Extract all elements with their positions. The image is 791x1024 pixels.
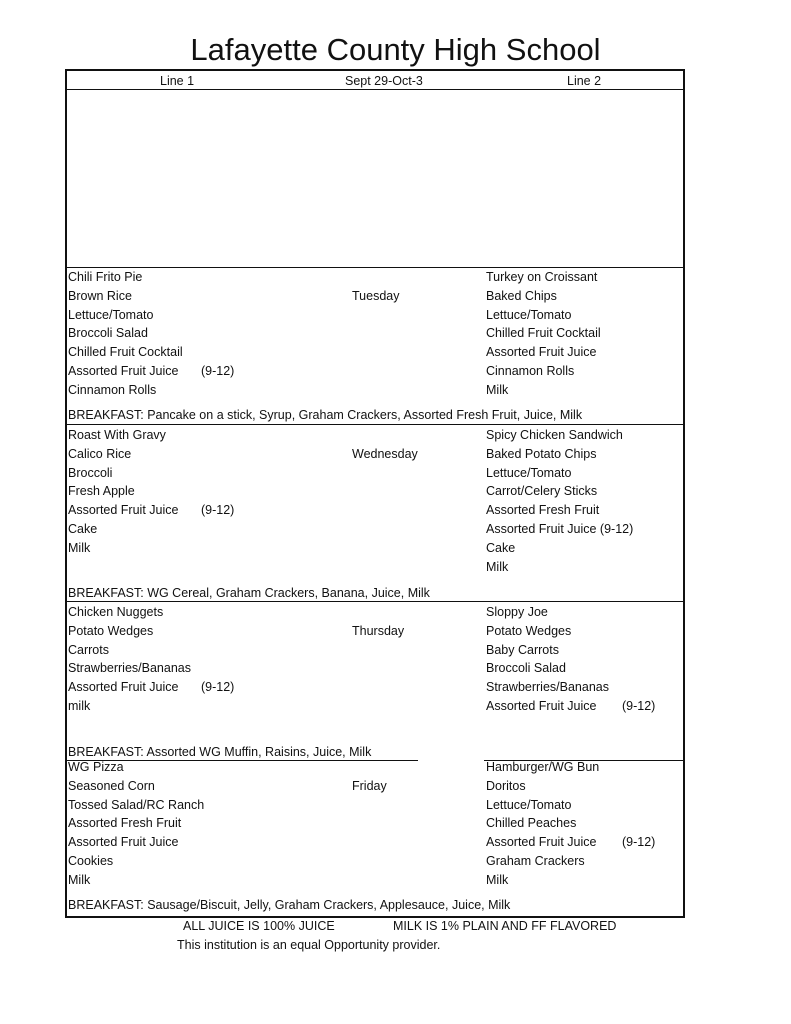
line2-menu-item: Cinnamon Rolls bbox=[486, 364, 575, 378]
line1-menu-item: Assorted Fruit Juice bbox=[68, 503, 179, 518]
line1-menu-item: Broccoli bbox=[68, 465, 113, 480]
line2-menu-item: Baked Potato Chips bbox=[486, 446, 597, 461]
header-line-2: Line 2 bbox=[567, 74, 602, 88]
line2-menu-item: Baby Carrots bbox=[486, 642, 559, 657]
line1-menu-item: Chicken Nuggets bbox=[68, 605, 164, 619]
line2-menu-item: Lettuce/Tomato bbox=[486, 307, 572, 322]
day-label: Tuesday bbox=[352, 288, 400, 303]
line1-menu-item: Tossed Salad/RC Ranch bbox=[68, 797, 205, 812]
line1-menu-item: Assorted Fruit Juice bbox=[68, 835, 179, 850]
line2-menu-item: Chilled Peaches bbox=[486, 816, 577, 831]
divider bbox=[66, 601, 684, 602]
breakfast-menu: BREAKFAST: Assorted WG Muffin, Raisins, Juice, Milk bbox=[68, 745, 372, 759]
line1-menu-item: Cookies bbox=[68, 854, 114, 868]
line2-menu-item: Carrot/Celery Sticks bbox=[486, 484, 598, 499]
line1-menu-item: Cake bbox=[68, 522, 98, 536]
divider bbox=[66, 89, 684, 90]
grade-note: (9-12) bbox=[622, 699, 656, 713]
line1-menu-item: Brown Rice bbox=[68, 288, 132, 303]
line2-menu-item: Assorted Fruit Juice (9-12) bbox=[486, 522, 634, 536]
line2-menu-item: Assorted Fruit Juice bbox=[486, 345, 597, 360]
grade-note: (9-12) bbox=[201, 680, 235, 695]
breakfast-menu: BREAKFAST: Sausage/Biscuit, Jelly, Graham Crackers, Applesauce, Juice, Milk bbox=[68, 898, 511, 912]
line1-menu-item: Carrots bbox=[68, 642, 109, 657]
line2-menu-item: Doritos bbox=[486, 778, 526, 793]
day-label: Thursday bbox=[352, 623, 405, 638]
breakfast-menu: BREAKFAST: WG Cereal, Graham Crackers, Banana, Juice, Milk bbox=[68, 586, 430, 600]
day-label: Friday bbox=[352, 778, 387, 793]
divider bbox=[66, 424, 684, 425]
line2-menu-item: Sloppy Joe bbox=[486, 605, 548, 619]
juice-note: ALL JUICE IS 100% JUICE bbox=[183, 919, 335, 933]
line1-menu-item: Seasoned Corn bbox=[68, 778, 155, 793]
line1-menu-item: Assorted Fresh Fruit bbox=[68, 816, 182, 831]
line2-menu-item: Lettuce/Tomato bbox=[486, 465, 572, 480]
line1-menu-item: Milk bbox=[68, 872, 91, 887]
page-title: Lafayette County High School bbox=[190, 32, 601, 67]
line1-menu-item: Chili Frito Pie bbox=[68, 270, 143, 284]
line1-menu-item: Calico Rice bbox=[68, 446, 132, 461]
line1-menu-item: Broccoli Salad bbox=[68, 326, 148, 341]
line2-menu-item: Lettuce/Tomato bbox=[486, 797, 572, 812]
line2-menu-item: Assorted Fruit Juice bbox=[486, 835, 597, 850]
grade-note: (9-12) bbox=[622, 835, 656, 850]
line1-menu-item: Lettuce/Tomato bbox=[68, 307, 154, 322]
milk-note: MILK IS 1% PLAIN AND FF FLAVORED bbox=[393, 919, 617, 933]
line2-menu-item: Milk bbox=[486, 872, 509, 887]
line1-menu-item: Assorted Fruit Juice bbox=[68, 680, 179, 695]
line2-menu-item: Strawberries/Bananas bbox=[486, 680, 609, 695]
line2-menu-item: Baked Chips bbox=[486, 288, 557, 303]
line1-menu-item: milk bbox=[68, 699, 91, 713]
line2-menu-item: Broccoli Salad bbox=[486, 661, 566, 676]
line1-menu-item: Roast With Gravy bbox=[68, 428, 166, 442]
header-line-1: Line 1 bbox=[160, 74, 195, 88]
line2-menu-item: Milk bbox=[486, 382, 509, 397]
line1-menu-item: Milk bbox=[68, 540, 91, 555]
line2-menu-item: Assorted Fruit Juice bbox=[486, 699, 597, 713]
line2-menu-item: Turkey on Croissant bbox=[486, 270, 598, 284]
line1-menu-item: Potato Wedges bbox=[68, 623, 154, 638]
equal-opportunity-note: This institution is an equal Opportunity provider. bbox=[177, 938, 441, 952]
line1-menu-item: WG Pizza bbox=[68, 760, 124, 774]
line2-menu-item: Cake bbox=[486, 540, 516, 555]
line2-menu-item: Chilled Fruit Cocktail bbox=[486, 326, 601, 341]
line1-menu-item: Fresh Apple bbox=[68, 484, 135, 499]
header-date-range: Sept 29-Oct-3 bbox=[345, 74, 423, 88]
line2-menu-item: Hamburger/WG Bun bbox=[486, 760, 600, 774]
grade-note: (9-12) bbox=[201, 364, 235, 378]
line2-menu-item: Spicy Chicken Sandwich bbox=[486, 428, 623, 442]
line2-menu-item: Milk bbox=[486, 559, 509, 574]
day-label: Wednesday bbox=[352, 446, 418, 461]
line1-menu-item: Assorted Fruit Juice bbox=[68, 364, 179, 378]
line2-menu-item: Potato Wedges bbox=[486, 623, 572, 638]
breakfast-menu: BREAKFAST: Pancake on a stick, Syrup, Graham Crackers, Assorted Fresh Fruit, Juice, Milk bbox=[68, 408, 583, 422]
line2-menu-item: Graham Crackers bbox=[486, 854, 585, 868]
divider bbox=[66, 267, 684, 268]
grade-note: (9-12) bbox=[201, 503, 235, 518]
line1-menu-item: Chilled Fruit Cocktail bbox=[68, 345, 183, 360]
line1-menu-item: Cinnamon Rolls bbox=[68, 382, 157, 397]
line1-menu-item: Strawberries/Bananas bbox=[68, 661, 191, 676]
line2-menu-item: Assorted Fresh Fruit bbox=[486, 503, 600, 518]
